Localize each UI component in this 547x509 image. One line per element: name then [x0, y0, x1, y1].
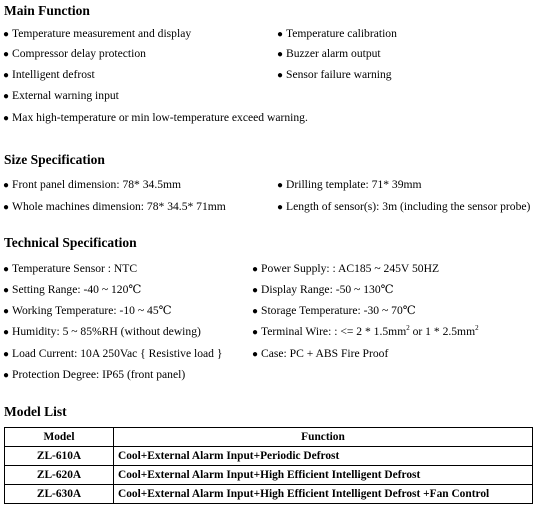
list-item: ● Load Current: 10A 250Vac { Resistive load } [3, 347, 223, 360]
list-item: ● Temperature calibration [277, 27, 397, 40]
list-item: ● Temperature measurement and display [3, 27, 192, 40]
table-row [5, 447, 533, 466]
list-item: ● Whole machines dimension: 78* 34.5* 71mm [3, 200, 226, 213]
bullet-icon: ● [3, 113, 10, 124]
function-cell: Cool+External Alarm Input+High Efficient Intelligent Defrost [114, 466, 533, 485]
function-cell: Cool+External Alarm Input+High Efficient Intelligent Defrost +Fan Control [114, 485, 533, 504]
list-item: ● Length of sensor(s): 3m (including the sensor probe) [277, 200, 531, 213]
list-item: ● Working Temperature: -10 ~ 45℃ [3, 304, 172, 317]
bullet-icon: ● [3, 370, 10, 381]
section-title-model-list: Model List [4, 404, 67, 419]
bullet-icon: ● [252, 327, 259, 338]
model-cell: ZL-630A [5, 485, 114, 504]
list-item: ● Humidity: 5 ~ 85%RH (without dewing) [3, 325, 201, 338]
bullet-icon: ● [3, 327, 10, 338]
bullet-icon: ● [277, 29, 284, 40]
bullet-icon: ● [3, 91, 10, 102]
list-item: ● Max high-temperature or min low-temperature exceed warning. [3, 111, 308, 124]
bullet-icon: ● [277, 202, 284, 213]
section-title-main-function: Main Function [4, 3, 90, 18]
table-row [5, 485, 533, 504]
list-item: ● Storage Temperature: -30 ~ 70℃ [252, 304, 416, 317]
list-item: ● Front panel dimension: 78* 34.5mm [3, 178, 182, 191]
bullet-icon: ● [3, 202, 10, 213]
bullet-icon: ● [3, 29, 10, 40]
list-item: ● Case: PC + ABS Fire Proof [252, 347, 389, 360]
bullet-icon: ● [252, 306, 259, 317]
list-item: ● External warning input [3, 89, 119, 102]
model-table [4, 427, 533, 504]
list-item: ● Drilling template: 71* 39mm [277, 178, 422, 191]
bullet-icon: ● [3, 285, 10, 296]
bullet-icon: ● [277, 180, 284, 191]
table-row [5, 466, 533, 485]
list-item: ● Intelligent defrost [3, 68, 95, 81]
bullet-icon: ● [252, 264, 259, 275]
list-item: ● Setting Range: -40 ~ 120℃ [3, 283, 142, 296]
bullet-icon: ● [3, 264, 10, 275]
bullet-icon: ● [252, 349, 259, 360]
bullet-icon: ● [3, 180, 10, 191]
column-header-function: Function [114, 428, 533, 447]
section-title-technical-specification: Technical Specification [4, 235, 137, 250]
list-item: ● Buzzer alarm output [277, 47, 381, 60]
list-item: ● Compressor delay protection [3, 47, 146, 60]
bullet-icon: ● [277, 49, 284, 60]
bullet-icon: ● [3, 70, 10, 81]
bullet-icon: ● [252, 285, 259, 296]
section-title-size-specification: Size Specification [4, 152, 105, 167]
list-item: ● Display Range: -50 ~ 130℃ [252, 283, 394, 296]
list-item: ● Power Supply: : AC185 ~ 245V 50HZ [252, 262, 440, 275]
list-item: ● Terminal Wire: : <= $2 * 1.5mm^2$ or $1 * 2.5mm^2$ [252, 324, 479, 338]
list-item: ● Temperature Sensor : NTC [3, 262, 138, 275]
list-item: ● Sensor failure warning [277, 68, 392, 81]
function-cell: Cool+External Alarm Input+Periodic Defrost [114, 447, 533, 466]
model-cell: ZL-610A [5, 447, 114, 466]
model-cell: ZL-620A [5, 466, 114, 485]
bullet-icon: ● [3, 49, 10, 60]
list-item: ● Protection Degree: IP65 (front panel) [3, 368, 186, 381]
column-header-model: Model [5, 428, 114, 447]
bullet-icon: ● [277, 70, 284, 81]
table-header-row [5, 428, 533, 447]
bullet-icon: ● [3, 306, 10, 317]
bullet-icon: ● [3, 349, 10, 360]
